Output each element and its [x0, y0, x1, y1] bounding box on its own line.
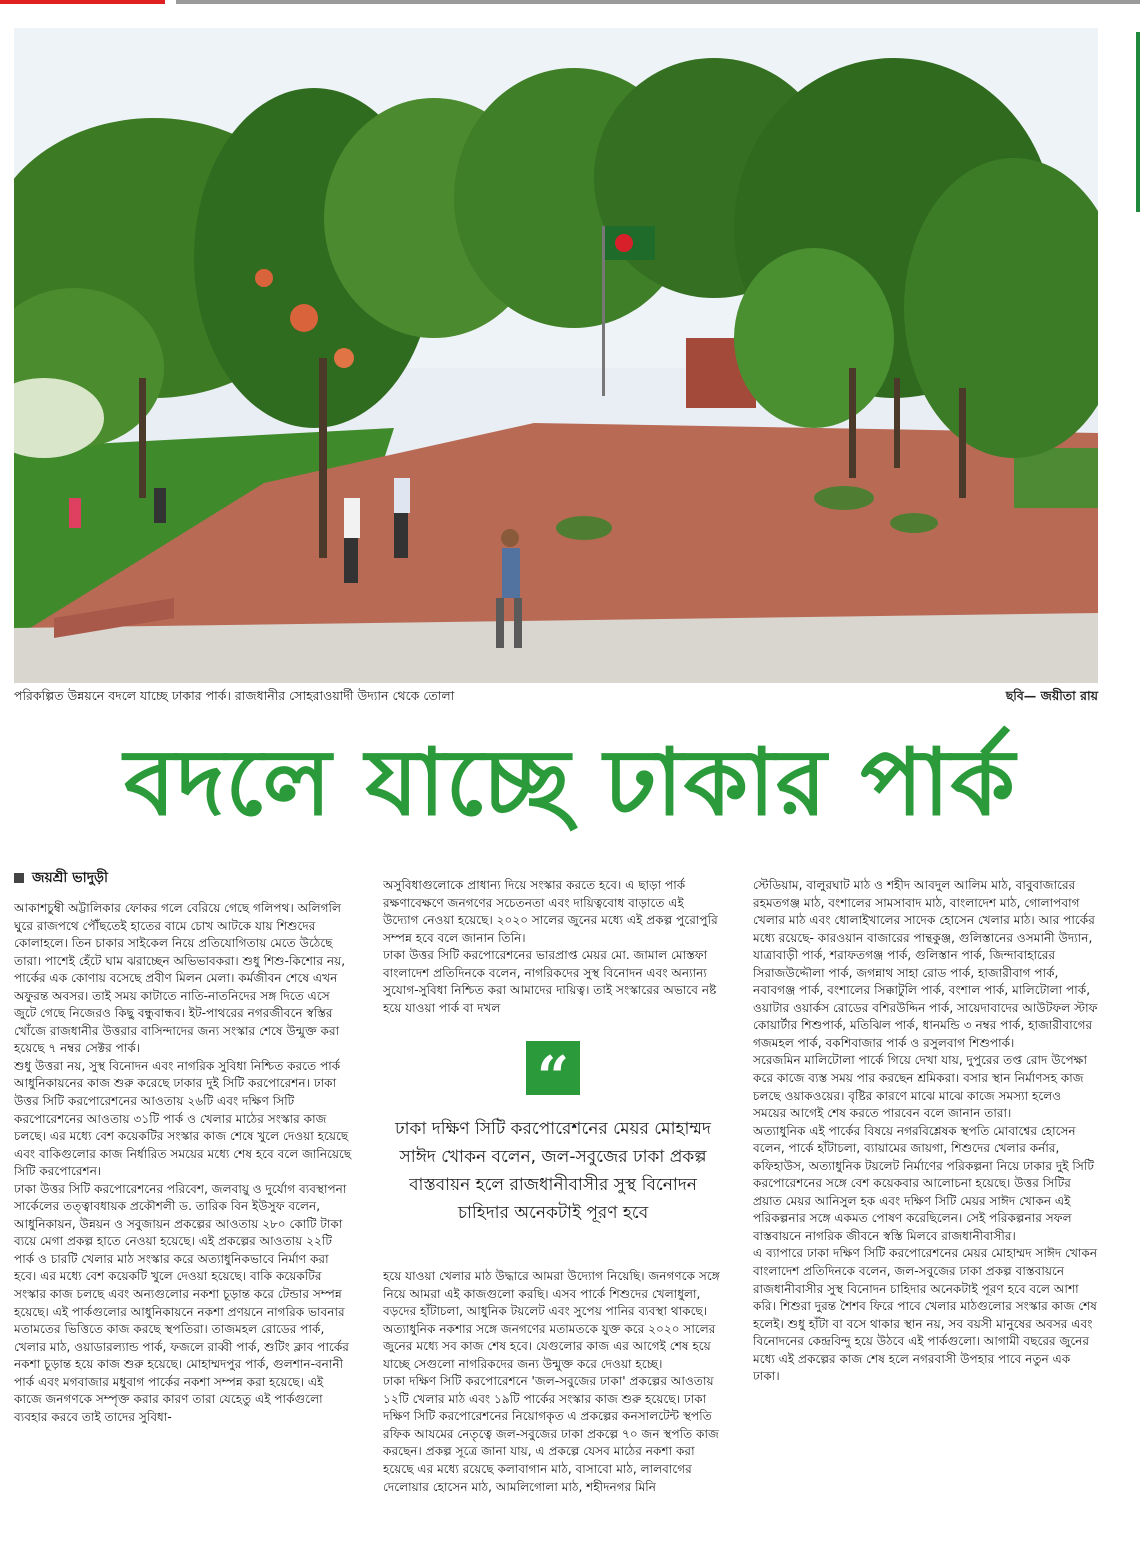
byline-author: জয়শ্রী ভাদুড়ী — [32, 870, 109, 886]
paragraph: সরেজমিন মালিটোলা পার্কে গিয়ে দেখা যায়, দুপুরের তপ্ত রোদ উপেক্ষা করে কাজে ব্যস্ত সময় পার করছেন শ্রমিকরা। বসার স্থান নির্মাণসহ কাজ চলছে ওয়াকওয়ের। বৃষ্টির কারণে মাঝে মাঝে কাজে সমস্যা হলেও সময়ের আগেই শেষ করতে পারবেন বলে জানান তারা। — [753, 1053, 1087, 1121]
byline-square-icon — [14, 873, 24, 883]
caption-text: পরিকল্পিত উন্নয়নে বদলে যাচ্ছে ঢাকার পার্ক। রাজধানীর সোহরাওয়ার্দী উদ্যান থেকে তোলা — [14, 688, 455, 703]
headline: বদলে যাচ্ছে ঢাকার পার্ক — [124, 729, 1016, 836]
article-column-1 — [14, 868, 354, 1550]
top-accent-bar — [0, 0, 165, 4]
pull-quote: ঢাকা দক্ষিণ সিটি করপোরেশনের মেয়র মোহাম্মদ সাঈদ খোকন বলেন, জল-সবুজের ঢাকা প্রকল্প বাস্তবায়ন হলে রাজধানীবাসীর সুস্থ বিনোদন চাহিদার অনেকটাই পূরণ হবে — [395, 1119, 711, 1223]
article-column-2-bottom — [383, 1268, 720, 1550]
paragraph: স্টেডিয়াম, বালুরঘাট মাঠ ও শহীদ আবদুল আলিম মাঠ, বাবুবাজারের রহমতগঞ্জ মাঠ, বংশালের সামসাবাদ মাঠ, বাংলাদেশ মাঠ, গোলাপবাগ খেলার মাঠ এবং ধোলাইখালের সাদেক হোসেন খেলার মাঠ। আর পার্কের মধ্যে রয়েছে- কারওয়ান বাজারের পান্থকুঞ্জ, গুলিস্তানের ওসমানী উদ্যান, যাত্রাবাড়ী পার্ক, শরাফতগঞ্জ পার্ক, গুলিস্তান পার্ক, জিন্দাবাহারের সিরাজউদ্দৌলা পার্ক, জগন্নাথ সাহা রোড পার্ক, হাজারীবাগ পার্ক, নবাবগঞ্জ পার্ক, বংশালের সিক্কাটুলি পার্ক, বংশাল পার্ক, মালিটোলা পার্ক, ওয়াটার ওয়ার্কস রোডের বশিরউদ্দিন পার্ক, সায়েদাবাদের আউটফল স্টাফ কোয়ার্টার শিশুপার্ক, মতিঝিল পার্ক, ধানমন্ডি ৩ নম্বর পার্ক, হাজারীবাগের গজমহল পার্ক, বকশিবাজার পার্ক ও রসুলবাগ শিশুপার্ক। — [753, 878, 1098, 1050]
paragraph: ঢাকা উত্তর সিটি করপোরেশনের পরিবেশ, জলবায়ু ও দুর্যোগ ব্যবস্থাপনা সার্কেলের তত্ত্বাবধায়ক প্রকৌশলী ড. তারিক বিন ইউসুফ বলেন, আধুনিকায়ন, উন্নয়ন ও সবুজায়ন প্রকল্পের আওতায় ২৮০ কোটি টাকা ব্যয়ে মেগা প্রকল্প হাতে নেওয়া হয়েছে। এই প্রকল্পের আওতায় ২২টি পার্ক ও চারটি খেলার মাঠ সংস্কার করে অত্যাধুনিকভাবে নির্মাণ করা হবে। এর মধ্যে বেশ কয়েকটি খুলে দেওয়া হয়েছে। বাকি কয়েকটির সংস্কার কাজ চলছে এবং অন্যগুলোর নকশা চূড়ান্ত করে টেন্ডার সম্পন্ন হয়েছে। এই পার্কগুলোর আধুনিকায়নে নকশা প্রণয়নে নাগরিক ভাবনার মতামতের ভিত্তিতে কাজ করছে স্থপতিরা। তাজমহল রোডের পার্ক, খেলার মাঠ, ওয়াডারল্যান্ড পার্ক, ফজলে রাব্বী পার্ক, শুটিং ক্লাব পার্কের নকশা চূড়ান্ত হয়ে কাজ শুরু হয়েছে। মোহাম্মদপুর পার্ক, গুলশান-বনানী পার্ক এবং মগবাজার মধুবাগ পার্কের নকশা সম্পন্ন করা হয়েছে। এই কাজে জনগণকে সম্পৃক্ত করার কারণ তারা যেহেতু এই পার্কগুলো ব্যবহার করবে তাই তাদের সুবিধা- — [14, 1181, 349, 1424]
paragraph: শুধু উত্তরা নয়, সুস্থ বিনোদন এবং নাগরিক সুবিধা নিশ্চিত করতে পার্ক আধুনিকায়নের কাজ শুরু করেছে ঢাকার দুই সিটি করপোরেশন। ঢাকা উত্তর সিটি করপোরেশনের আওতায় ২৬টি এবং দক্ষিণ সিটি করপোরেশনের আওতায় ৩১টি পার্ক ও খেলার মাঠের সংস্কার কাজ চলছে। এর মধ্যে বেশ কয়েকটির সংস্কার কাজ শেষে খুলে দেওয়া হয়েছে এবং বাকিগুলোর কাজ নির্ধারিত সময়ের মধ্যে শেষ হবে বলে জানিয়েছে সিটি করপোরেশন। — [14, 1058, 352, 1179]
paragraph: ঢাকা দক্ষিণ সিটি করপোরেশনে 'জল-সবুজের ঢাকা' প্রকল্পের আওতায় ১২টি খেলার মাঠ এবং ১৯টি পার্কের সংস্কার কাজ শুরু হয়েছে। ঢাকা দক্ষিণ সিটি করপোরেশনের নিয়োগকৃত এ প্রকল্পের কনসালটেন্ট স্থপতি রফিক আযমের নেতৃত্বে জল-সবুজের ঢাকা প্রকল্পে ৭০ জন স্থপতি কাজ করছেন। প্রকল্প সূত্রে জানা যায়, এ প্রকল্পে যেসব মাঠের নকশা করা হয়েছে এর মধ্যে রয়েছে কলাবাগান মাঠ, বাসাবো মাঠ, লালবাগের দেলোয়ার হোসেন মাঠ, আমলিগোলা মাঠ, শহীদনগর মিনি — [383, 1374, 719, 1494]
photo-credit: ছবি— জয়ীতা রায় — [1005, 688, 1098, 703]
park-photo — [14, 28, 1098, 683]
byline — [14, 868, 354, 888]
paragraph: ঢাকা উত্তর সিটি করপোরেশনের ভারপ্রাপ্ত মেয়র মো. জামাল মোস্তফা বাংলাদেশ প্রতিদিনকে বলেন, নাগরিকদের সুস্থ বিনোদন এবং অন্যান্য সুযোগ-সুবিধা নিশ্চিত করা আমাদের দায়িত্ব। তাই সংস্কারের অভাবে নষ্ট হয়ে যাওয়া পার্ক বা দখল — [383, 948, 717, 1015]
article-column-3 — [753, 877, 1098, 1550]
article-column-2-top — [383, 877, 720, 1047]
paragraph: এ ব্যাপারে ঢাকা দক্ষিণ সিটি করপোরেশনের মেয়র মোহাম্মদ সাঈদ খোকন বাংলাদেশ প্রতিদিনকে বলেন, জল-সবুজের ঢাকা প্রকল্প বাস্তবায়নে রাজধানীবাসীর সুস্থ বিনোদন চাহিদার অনেকটাই পূরণ হবে বলে আশা করি। শিশুরা দুরন্ত শৈশব ফিরে পাবে খেলার মাঠগুলোর সংস্কার কাজ শেষ হলেই। শুধু হাঁটা বা বসে থাকার স্থান নয়, সব বয়সী মানুষের অবসর এবং বিনোদনের কেন্দ্রবিন্দু হয়ে উঠবে এই পার্কগুলো। আগামী বছরের জুনের মধ্যে এই প্রকল্পের কাজ শেষ হলে নগরবাসী উপহার পাবে নতুন এক ঢাকা। — [753, 1246, 1098, 1384]
top-rule — [176, 0, 1140, 4]
side-accent-bar — [1136, 32, 1140, 212]
paragraph: অত্যাধুনিক এই পার্কের বিষয়ে নগরবিশ্লেষক স্থপতি মোবাশ্বের হোসেন বলেন, পার্কে হাঁটাচলা, ব্যায়ামের জায়গা, শিশুদের খেলার কর্নার, কফিহাউস, অত্যাধুনিক টয়লেট নির্মাণের পরিকল্পনা নিয়ে ঢাকার দুই সিটি করপোরেশনের সঙ্গে বেশ কয়েকবার আলোচনা হয়েছে। উত্তর সিটির প্রয়াত মেয়র আনিসুল হক এবং দক্ষিণ সিটি মেয়র সাঈদ খোকন এই পরিকল্পনার সঙ্গে একমত পোষণ করেছিলেন। সেই পরিকল্পনার সফল বাস্তবায়নে নাগরিক জীবনে স্বস্তি মিলবে রাজধানীবাসীর। — [753, 1123, 1094, 1243]
paragraph: আকাশচুম্বী অট্টালিকার ফোকর গলে বেরিয়ে গেছে গলিপথ। অলিগলি ঘুরে রাজপথে পৌঁছতেই হাতের বামে চোখ আটকে যায় শিশুদের কোলাহলে। তিন চাকার সাইকেল নিয়ে প্রতিযোগিতায় মেতে উঠেছে তারা। পাশেই হেঁটে ঘাম ঝরাচ্ছেন অভিভাবকরা। শুধু শিশু-কিশোর নয়, পার্কের এক কোণায় বসেছে প্রবীণ মিলন মেলা। কর্মজীবন শেষে এখন অফুরন্ত অবসর। তাই সময় কাটাতে নাতি-নাতনিদের সঙ্গ দিতে এসে জুটে গেছে নিজেরও কিছু বন্ধুবান্ধব। ইট-পাথরের নগরজীবনে স্বস্তির খোঁজে রাজধানীর উত্তরার বাসিন্দাদের জন্য সংস্কার শেষে উন্মুক্ত করা হয়েছে ৭ নম্বর সেক্টর পার্ক। — [14, 901, 346, 1056]
quote-mark-icon: “ — [526, 1041, 580, 1095]
paragraph: হয়ে যাওয়া খেলার মাঠ উদ্ধারে আমরা উদ্যোগ নিয়েছি। জনগণকে সঙ্গে নিয়ে আমরা এই কাজগুলো করছি। এসব পার্কে শিশুদের খেলাধুলা, বড়দের হাঁটাচলা, আধুনিক টয়লেট এবং সুপেয় পানির ব্যবস্থা থাকছে। অত্যাধুনিক নকশার সঙ্গে জনগণের মতামতকে যুক্ত করে ২০২০ সালের জুনের মধ্যে সব কাজ শেষ হবে। যেগুলোর কাজ এর আগেই শেষ হয়ে যাচ্ছে সেগুলো নাগরিকদের জন্য উন্মুক্ত করে দেওয়া হচ্ছে। — [383, 1269, 720, 1371]
photo-caption — [14, 686, 1098, 708]
paragraph: অসুবিধাগুলোকে প্রাধান্য দিয়ে সংস্কার করতে হবে। এ ছাড়া পার্ক রক্ষণাবেক্ষণে জনগণের সচেতনতা এবং দায়িত্ববোধ বাড়াতে এই উদ্যোগ নেওয়া হয়েছে। ২০২০ সালের জুনের মধ্যে এই প্রকল্প পুরোপুরি সম্পন্ন হবে বলে জানান তিনি। — [383, 878, 718, 945]
